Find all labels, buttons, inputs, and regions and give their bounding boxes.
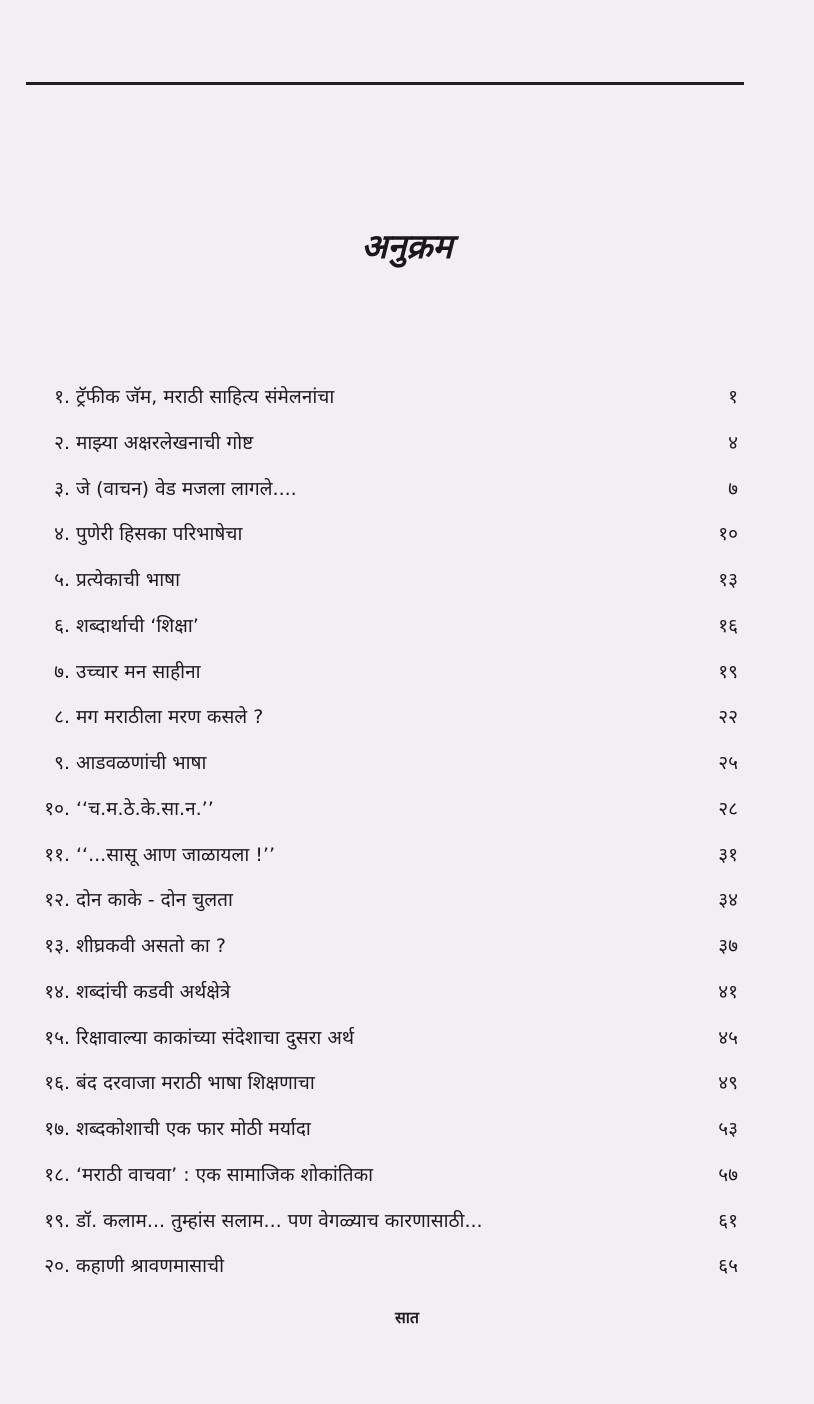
- entry-number: १९.: [44, 1209, 70, 1232]
- entry-page: ६५: [718, 1255, 738, 1278]
- toc-entry: [0, 1206, 814, 1252]
- entry-number: ७.: [54, 660, 70, 683]
- entry-title: माझ्या अक्षरलेखनाची गोष्ट: [76, 431, 254, 454]
- entry-title: ‘‘...सासू आण जाळायला !’’: [76, 843, 275, 866]
- entry-number: ५.: [54, 569, 70, 591]
- entry-page: २८: [718, 797, 738, 820]
- entry-page: १०: [718, 523, 738, 546]
- entry-page: २२: [718, 706, 738, 729]
- entry-title: ‘‘च.म.ठे.के.सा.न.’’: [76, 797, 214, 820]
- toc-entry: [0, 519, 814, 565]
- toc-entry: [0, 977, 814, 1023]
- entry-page: ४५: [718, 1026, 738, 1049]
- entry-title: उच्चार मन साहीना: [76, 660, 201, 683]
- entry-title: कहाणी श्रावणमासाची: [76, 1255, 225, 1278]
- entry-page: ४९: [718, 1072, 738, 1095]
- toc-entry: [0, 428, 814, 474]
- toc-entry: [0, 794, 814, 840]
- entry-title: दोन काके - दोन चुलता: [76, 889, 233, 912]
- entry-title: आडवळणांची भाषा: [76, 752, 207, 774]
- entry-page: १६: [718, 614, 738, 637]
- entry-number: ८.: [54, 706, 70, 729]
- page-number-footer: सात: [394, 1308, 420, 1327]
- entry-page: ३१: [718, 843, 738, 866]
- entry-page: २५: [718, 752, 738, 774]
- entry-number: १५.: [44, 1026, 70, 1049]
- toc-entry: [0, 748, 814, 794]
- entry-number: १०.: [44, 797, 70, 820]
- toc-entry: [0, 885, 814, 931]
- entry-page: ५३: [718, 1118, 738, 1140]
- entry-number: ३.: [54, 477, 70, 500]
- toc-entry: [0, 1023, 814, 1069]
- entry-number: १८.: [44, 1163, 70, 1186]
- toc-entry: [0, 1160, 814, 1206]
- entry-page: ७: [728, 477, 738, 500]
- entry-page: ६१: [718, 1209, 738, 1232]
- entry-number: २.: [54, 431, 70, 454]
- entry-page: ५७: [718, 1163, 738, 1186]
- entry-title: प्रत्येकाची भाषा: [76, 569, 181, 591]
- entry-title: शब्दार्थाची ‘शिक्षा’: [76, 614, 199, 637]
- entry-title: रिक्षावाल्या काकांच्या संदेशाचा दुसरा अर्थ: [76, 1026, 355, 1049]
- toc-entry: [0, 565, 814, 611]
- entry-title: डॉ. कलाम... तुम्हांस सलाम... पण वेगळ्याच कारणासाठी...: [76, 1209, 483, 1232]
- entry-number: १७.: [44, 1118, 70, 1140]
- entry-title: शब्दकोशाची एक फार मोठी मर्यादा: [76, 1118, 311, 1140]
- toc-entry: [0, 657, 814, 703]
- entry-title: ‘मराठी वाचवा’ : एक सामाजिक शोकांतिका: [76, 1163, 374, 1186]
- entry-title: बंद दरवाजा मराठी भाषा शिक्षणाचा: [76, 1072, 315, 1095]
- toc-entry: [0, 382, 814, 428]
- toc-entry: [0, 611, 814, 657]
- entry-number: ९.: [54, 752, 70, 774]
- table-of-contents: [0, 382, 814, 1297]
- top-rule: [26, 82, 744, 85]
- entry-number: १३.: [44, 935, 70, 957]
- entry-title: शब्दांची कडवी अर्थक्षेत्रे: [76, 980, 231, 1003]
- entry-number: १४.: [44, 980, 70, 1003]
- entry-title: शीघ्रकवी असतो का ?: [76, 935, 226, 957]
- toc-entry: [0, 840, 814, 886]
- page-title: अनुक्रम: [361, 227, 453, 267]
- entry-number: १२.: [44, 889, 70, 912]
- entry-page: ४: [728, 431, 738, 454]
- toc-entry: [0, 1114, 814, 1160]
- toc-entry: [0, 474, 814, 520]
- entry-number: १.: [54, 386, 70, 408]
- entry-page: ३७: [718, 935, 738, 957]
- entry-number: ४.: [54, 523, 70, 546]
- toc-entry: [0, 1068, 814, 1114]
- toc-entry: [0, 702, 814, 748]
- toc-entry: [0, 931, 814, 977]
- entry-page: १९: [718, 660, 738, 683]
- entry-page: १३: [718, 569, 738, 591]
- entry-title: पुणेरी हिसका परिभाषेचा: [76, 523, 243, 546]
- entry-title: जे (वाचन) वेड मजला लागले....: [76, 477, 297, 500]
- entry-page: १: [728, 386, 738, 408]
- entry-number: १६.: [44, 1072, 70, 1095]
- entry-page: ३४: [718, 889, 738, 912]
- entry-number: ११.: [44, 843, 70, 866]
- entry-title: मग मराठीला मरण कसले ?: [76, 706, 264, 729]
- entry-title: ट्रॅफीक जॅम, मराठी साहित्य संमेलनांचा: [76, 386, 335, 408]
- entry-page: ४१: [718, 980, 738, 1003]
- entry-number: ६.: [54, 614, 70, 637]
- entry-number: २०.: [44, 1255, 70, 1278]
- toc-entry: [0, 1251, 814, 1297]
